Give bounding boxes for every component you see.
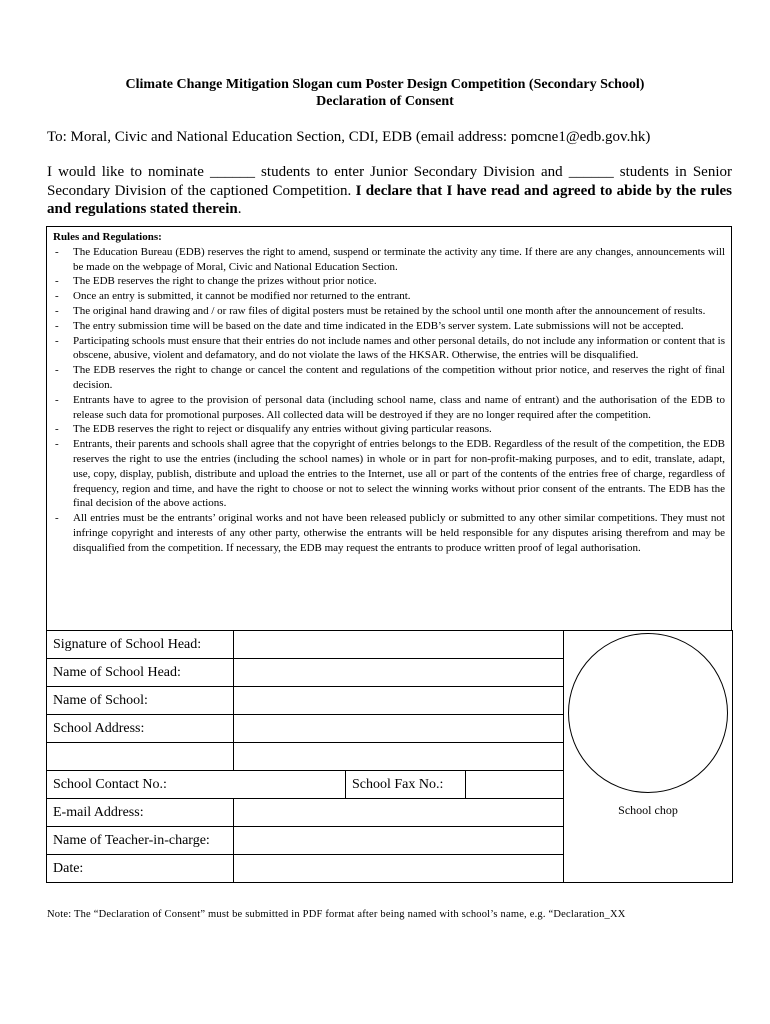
date-label: Date: (47, 855, 234, 883)
signature-label: Signature of School Head: (47, 631, 234, 659)
school-address-extra-cell (47, 743, 234, 771)
rules-box (46, 226, 732, 630)
rule-item: - Participating schools must ensure that their entries do not include names and other personal details, do not include any information or content that is obscene, abusive, violent and defamatory, and do not violate the laws of the HKSAR. Otherwise, the entries will be disqualified. (55, 334, 725, 362)
school-head-name-field[interactable] (234, 659, 564, 687)
rules-heading: Rules and Regulations: (53, 231, 162, 243)
signature-field[interactable] (234, 631, 564, 659)
rule-item: - Once an entry is submitted, it cannot be modified nor returned to the entrant. (55, 290, 411, 303)
fax-number-label: School Fax No.: (346, 771, 466, 799)
rule-item: - All entries must be the entrants’ original works and not have been released publicly or submitted to any other similar competitions. They must not infringe copyright and interests of any other party, otherwise the entrants will be held responsible for any disputes arising therefrom and may be disqualified from the competition. If necessary, the EDB may request the entrants to produce written proof of legal authorisation. (55, 512, 725, 554)
school-name-field[interactable] (234, 687, 564, 715)
school-address-field[interactable] (234, 715, 564, 743)
school-name-label: Name of School: (47, 687, 234, 715)
title-line-1: Climate Change Mitigation Slogan cum Poster Design Competition (Secondary School) (125, 77, 645, 92)
nomination-statement (47, 163, 732, 219)
school-head-name-label: Name of School Head: (47, 659, 234, 687)
teacher-name-field[interactable] (234, 827, 564, 855)
rule-item: - The Education Bureau (EDB) reserves the right to amend, suspend or terminate the activity any time. If there are any changes, announcements will be made on the webpage of Moral, Civic and National Education Section. (55, 245, 725, 273)
document-title (0, 76, 770, 110)
rule-item: - Entrants, their parents and schools shall agree that the copyright of entries belongs to the EDB. Regardless of the result of the competition, the EDB reserves the right to use the entries (including the school names) in whole or in part for non-profit-making purposes, and to edit, translate, adapt, use, copy, display, publish, distribute and upload the entries to the Internet, use all or part of the contents of the entries free of charge, regardless of frequency, region and time, and have the right to choose or not to select the winning works without prior consent of the entrants. The EDB has the final decision of the above actions. (55, 438, 725, 510)
school-chop-area[interactable] (564, 631, 733, 883)
school-address-field-2[interactable] (234, 743, 564, 771)
email-field[interactable] (234, 799, 564, 827)
school-chop-circle (568, 633, 728, 793)
recipient-line: To: Moral, Civic and National Education Section, CDI, EDB (email address: pomcne1@edb.gov.hk) (47, 129, 651, 145)
fax-number-field[interactable] (466, 771, 564, 799)
consent-form-table (46, 630, 733, 883)
rule-item: - The entry submission time will be based on the date and time indicated in the EDB’s server system. Late submissions will not be accepted. (55, 319, 684, 332)
school-chop-label: School chop (618, 803, 678, 817)
contact-number-label: School Contact No.: (47, 771, 346, 799)
teacher-name-label: Name of Teacher-in-charge: (47, 827, 234, 855)
school-address-label: School Address: (47, 715, 234, 743)
rule-item: - The EDB reserves the right to change or cancel the content and regulations of the competition without prior notice, and reserves the right of final decision. (55, 364, 725, 391)
declaration-bold-text: I declare that I have read and agreed to abide by the rules and regulations stated therein (47, 182, 732, 217)
nomination-end: . (237, 201, 242, 217)
email-label: E-mail Address: (47, 799, 234, 827)
submission-note: Note: The “Declaration of Consent” must be submitted in PDF format after being named with school’s name, e.g. “Declaration_XX (47, 909, 626, 920)
title-line-2: Declaration of Consent (316, 94, 454, 109)
rules-list (53, 245, 725, 556)
rule-item: - Entrants have to agree to the provision of personal data (including school name, class and name of entrant) and the authorisation of the EDB to release such data for promotional purposes. All collected data will be destroyed if they are no longer required after the competition. (55, 393, 725, 421)
date-field[interactable] (234, 855, 564, 883)
rule-item: - The EDB reserves the right to reject or disqualify any entries without giving particular reasons. (55, 423, 492, 436)
rule-item: - The original hand drawing and / or raw files of digital posters must be retained by the school until one month after the announcement of results. (55, 304, 706, 317)
nomination-text: I would like to nominate ______ students to enter Junior Secondary Division and ______ students in Senior Secondary Division of the captioned Competition. (47, 164, 732, 199)
rule-item: - The EDB reserves the right to change the prizes without prior notice. (55, 275, 377, 288)
